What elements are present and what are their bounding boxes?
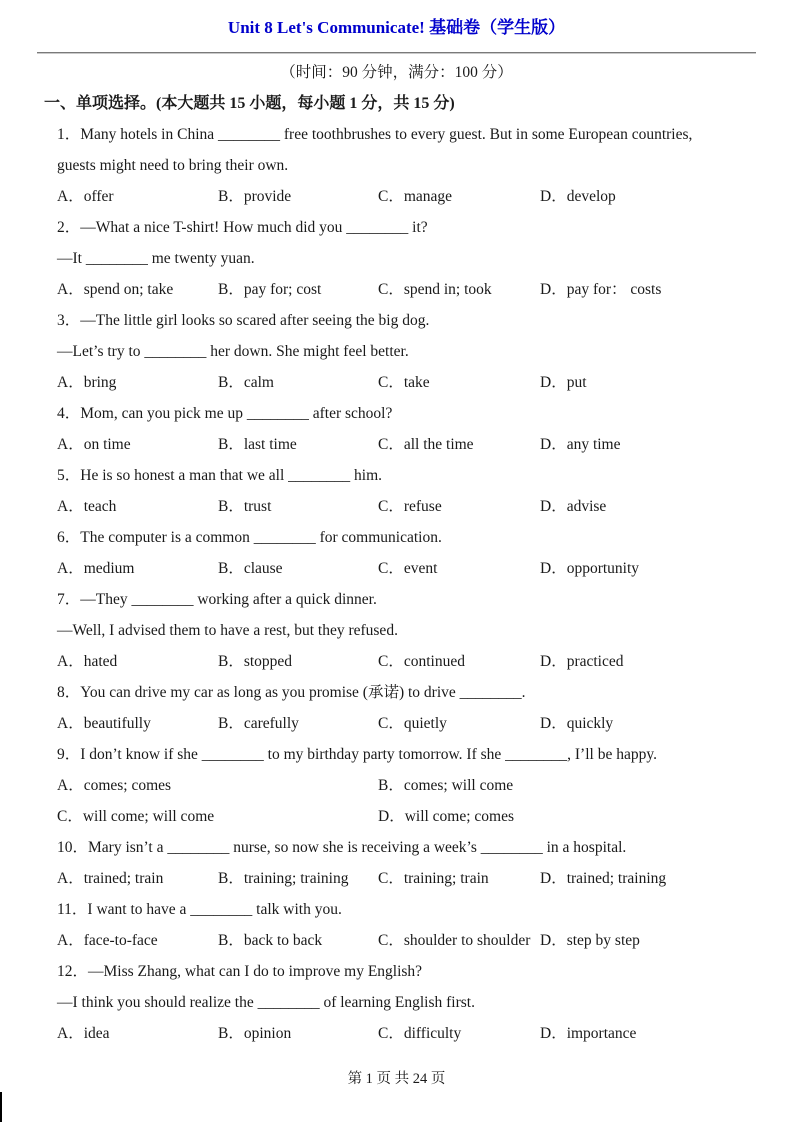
question-11 (0, 894, 793, 956)
question-7-option-c: C．continued (378, 653, 465, 670)
section-heading-multiple-choice: 一、单项选择。(本大题共 15 小题，每小题 1 分，共 15 分) (44, 95, 455, 112)
question-12 (0, 956, 793, 1049)
exam-time-score-line: （时间：90 分钟，满分：100 分） (280, 64, 513, 81)
question-9-option-c: C．will come; will come (57, 808, 215, 825)
question-11-option-b: B．back to back (218, 932, 323, 949)
question-6-option-a: A．medium (57, 560, 135, 577)
question-4-option-a: A．on time (57, 436, 131, 453)
question-8-option-c: C．quietly (378, 715, 447, 732)
question-5-option-b: B．trust (218, 498, 272, 515)
question-9-options-row (0, 770, 793, 801)
question-7-option-a: A．hated (57, 653, 118, 670)
question-1-option-c: C．manage (378, 188, 453, 205)
question-11-option-c: C．shoulder to shoulder (378, 932, 531, 949)
question-6-options-row (0, 553, 793, 584)
question-3-text-line: —Let’s try to ________ her down. She might feel better. (57, 343, 409, 360)
question-7-option-b: B．stopped (218, 653, 293, 670)
question-8-text-line: 8．You can drive my car as long as you promise (承诺) to drive ________. (57, 684, 526, 701)
question-10-option-a: A．trained; train (57, 870, 164, 887)
question-5-text-line: 5．He is so honest a man that we all ________ him. (57, 467, 383, 484)
question-12-option-a: A．idea (57, 1025, 110, 1042)
question-1-options-row (0, 181, 793, 212)
question-9-text-line: 9．I don’t know if she ________ to my birthday party tomorrow. If she ________, I’ll be happy. (57, 746, 657, 763)
question-4 (0, 398, 793, 460)
question-6-option-c: C．event (378, 560, 438, 577)
question-10-option-b: B．training; training (218, 870, 349, 887)
question-9 (0, 739, 793, 832)
question-2-option-c: C．spend in; took (378, 281, 492, 298)
question-12-option-c: C．difficulty (378, 1025, 462, 1042)
question-2-option-d: D．pay for： costs (540, 281, 662, 298)
question-11-text-line: 11．I want to have a ________ talk with you. (57, 901, 342, 918)
question-2-option-a: A．spend on; take (57, 281, 174, 298)
question-5-option-a: A．teach (57, 498, 117, 515)
question-9-option-d: D．will come; comes (378, 808, 515, 825)
question-1-option-a: A．offer (57, 188, 114, 205)
question-2-option-b: B．pay for; cost (218, 281, 322, 298)
question-3-options-row (0, 367, 793, 398)
question-10-text-line: 10．Mary isn’t a ________ nurse, so now she is receiving a week’s ________ in a hospital. (57, 839, 627, 856)
question-12-option-b: B．opinion (218, 1025, 292, 1042)
question-1-text-line: 1．Many hotels in China ________ free toothbrushes to every guest. But in some European countries, (57, 126, 693, 143)
question-10-option-d: D．trained; training (540, 870, 667, 887)
question-5-option-c: C．refuse (378, 498, 442, 515)
question-4-options-row (0, 429, 793, 460)
question-2 (0, 212, 793, 305)
question-8 (0, 677, 793, 739)
question-6-option-d: D．opportunity (540, 560, 640, 577)
page-number-footer: 第 1 页 共 24 页 (347, 1071, 446, 1087)
question-8-option-b: B．carefully (218, 715, 299, 732)
question-11-option-d: D．step by step (540, 932, 640, 949)
question-4-option-c: C．all the time (378, 436, 474, 453)
question-12-option-d: D．importance (540, 1025, 637, 1042)
question-2-text-line: 2．—What a nice T-shirt! How much did you ________ it? (57, 219, 428, 236)
question-10-options-row (0, 863, 793, 894)
question-8-options-row (0, 708, 793, 739)
question-2-options-row (0, 274, 793, 305)
question-3-option-b: B．calm (218, 374, 274, 391)
question-3 (0, 305, 793, 398)
question-6 (0, 522, 793, 584)
question-8-option-a: A．beautifully (57, 715, 151, 732)
question-6-option-b: B．clause (218, 560, 283, 577)
question-10 (0, 832, 793, 894)
question-3-option-c: C．take (378, 374, 430, 391)
question-1-option-d: D．develop (540, 188, 616, 205)
question-2-text-line: —It ________ me twenty yuan. (57, 250, 255, 267)
question-12-options-row (0, 1018, 793, 1049)
question-4-option-b: B．last time (218, 436, 297, 453)
question-5 (0, 460, 793, 522)
question-8-option-d: D．quickly (540, 715, 614, 732)
question-4-option-d: D．any time (540, 436, 621, 453)
question-6-text-line: 6．The computer is a common ________ for communication. (57, 529, 442, 546)
question-1 (0, 119, 793, 212)
question-7-option-d: D．practiced (540, 653, 624, 670)
header-divider (37, 52, 756, 54)
question-7-options-row (0, 646, 793, 677)
question-7-text-line: —Well, I advised them to have a rest, but they refused. (57, 622, 398, 639)
scan-edge-artifact (0, 1092, 2, 1122)
question-3-text-line: 3．—The little girl looks so scared after seeing the big dog. (57, 312, 430, 329)
question-3-option-d: D．put (540, 374, 587, 391)
question-9-options-row (0, 801, 793, 832)
question-11-options-row (0, 925, 793, 956)
question-4-text-line: 4．Mom, can you pick me up ________ after school? (57, 405, 393, 422)
question-9-option-b: B．comes; will come (378, 777, 514, 794)
page-title: Unit 8 Let's Communicate! 基础卷（学生版） (227, 18, 566, 37)
question-10-option-c: C．training; train (378, 870, 489, 887)
question-1-option-b: B．provide (218, 188, 292, 205)
question-11-option-a: A．face-to-face (57, 932, 158, 949)
question-5-option-d: D．advise (540, 498, 607, 515)
question-12-text-line: 12．—Miss Zhang, what can I do to improve my English? (57, 963, 423, 980)
question-7 (0, 584, 793, 677)
question-12-text-line: —I think you should realize the ________ of learning English first. (57, 994, 475, 1011)
question-5-options-row (0, 491, 793, 522)
question-9-option-a: A．comes; comes (57, 777, 172, 794)
question-1-text-line: guests might need to bring their own. (57, 157, 289, 174)
question-7-text-line: 7．—They ________ working after a quick dinner. (57, 591, 377, 608)
question-list (0, 119, 793, 1049)
question-3-option-a: A．bring (57, 374, 117, 391)
